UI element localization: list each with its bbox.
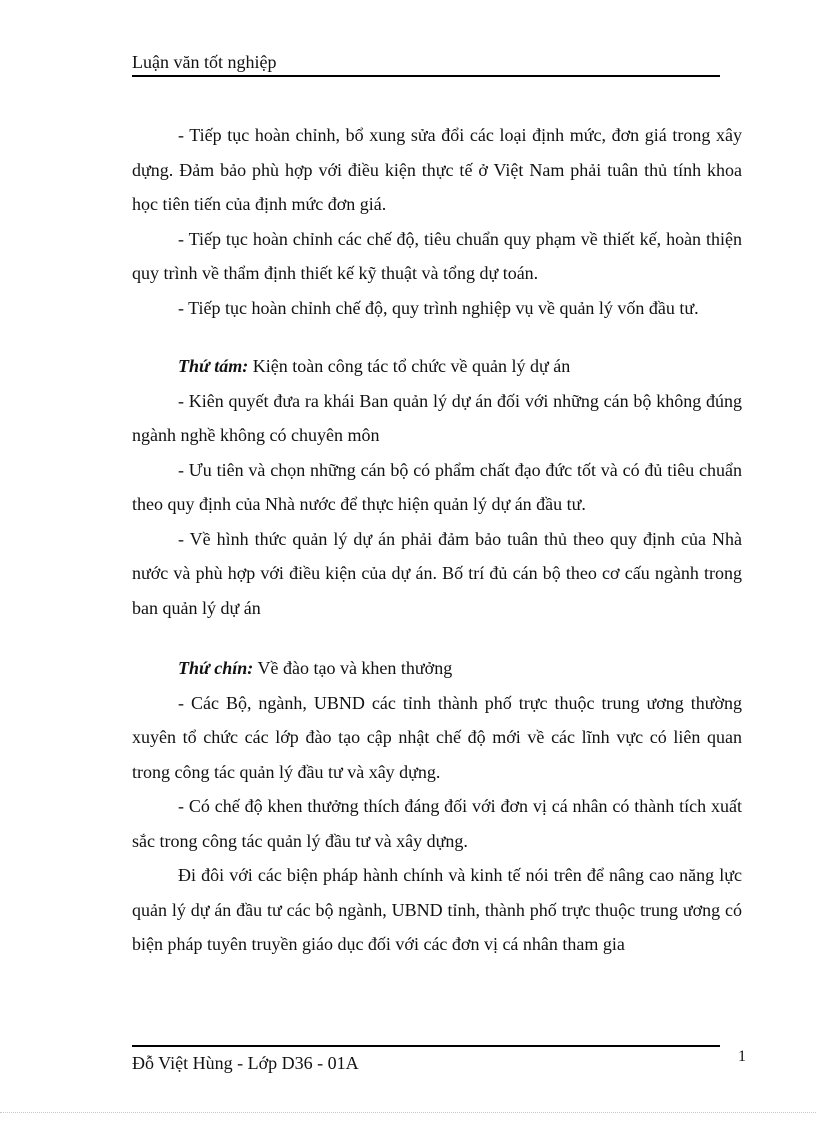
paragraph: Đi đôi với các biện pháp hành chính và kinh tế nói trên để nâng cao năng lực quản lý dự án đầu tư các bộ ngành, UBND tỉnh, thành phố trực thuộc trung ương có biện pháp tuyên truyền giáo dục đối với các đơn vị cá nhân tham gia: [132, 865, 742, 954]
section-heading-text: Kiện toàn công tác tổ chức về quản lý dự án: [248, 356, 571, 376]
section-heading-9: [132, 651, 742, 686]
paragraph: - Kiên quyết đưa ra khái Ban quản lý dự án đối với những cán bộ không đúng ngành nghề không có chuyên môn: [132, 390, 742, 445]
document-body: [132, 118, 742, 962]
paragraph: - Ưu tiên và chọn những cán bộ có phẩm chất đạo đức tốt và có đủ tiêu chuẩn theo quy định của Nhà nước để thực hiện quản lý dự án đầu tư.: [132, 459, 742, 514]
section-heading-text: Về đào tạo và khen thưởng: [253, 658, 453, 678]
paragraph: - Tiếp tục hoàn chỉnh chế độ, quy trình nghiệp vụ về quản lý vốn đầu tư.: [178, 297, 699, 318]
paragraph: - Tiếp tục hoàn chỉnh các chế độ, tiêu chuẩn quy phạm về thiết kế, hoàn thiện quy trình về thẩm định thiết kế kỹ thuật và tổng dự toán.: [132, 228, 742, 283]
footer-author: Đỗ Việt Hùng - Lớp D36 - 01A: [132, 1053, 359, 1073]
paragraph: - Về hình thức quản lý dự án phải đảm bảo tuân thủ theo quy định của Nhà nước và phù hợp với điều kiện của dự án. Bố trí đủ cán bộ theo cơ cấu ngành trong ban quản lý dự án: [132, 528, 742, 618]
header-title: Luận văn tốt nghiệp: [132, 52, 277, 72]
section-heading-8: [132, 349, 742, 384]
page-number: 1: [738, 1048, 746, 1065]
section-heading-label: Thứ tám:: [178, 356, 249, 376]
paragraph: - Các Bộ, ngành, UBND các tỉnh thành phố trực thuộc trung ương thường xuyên tổ chức các lớp đào tạo cập nhật chế độ mới về các lĩnh vực có liên quan trong công tác quản lý đầu tư và xây dựng.: [132, 692, 742, 782]
footer-rule: [132, 1045, 720, 1047]
section-heading-label: Thứ chín:: [178, 658, 254, 678]
page-bottom-border: [0, 1112, 816, 1113]
page-header: [132, 50, 720, 74]
paragraph: - Có chế độ khen thưởng thích đáng đối với đơn vị cá nhân có thành tích xuất sắc trong công tác quản lý đầu tư và xây dựng.: [132, 796, 742, 851]
header-rule: [132, 75, 720, 77]
paragraph: - Tiếp tục hoàn chỉnh, bổ xung sửa đổi các loại định mức, đơn giá trong xây dựng. Đảm bảo phù hợp với điều kiện thực tế ở Việt Nam phải tuân thủ tính khoa học tiên tiến của định mức đơn giá.: [132, 125, 742, 214]
